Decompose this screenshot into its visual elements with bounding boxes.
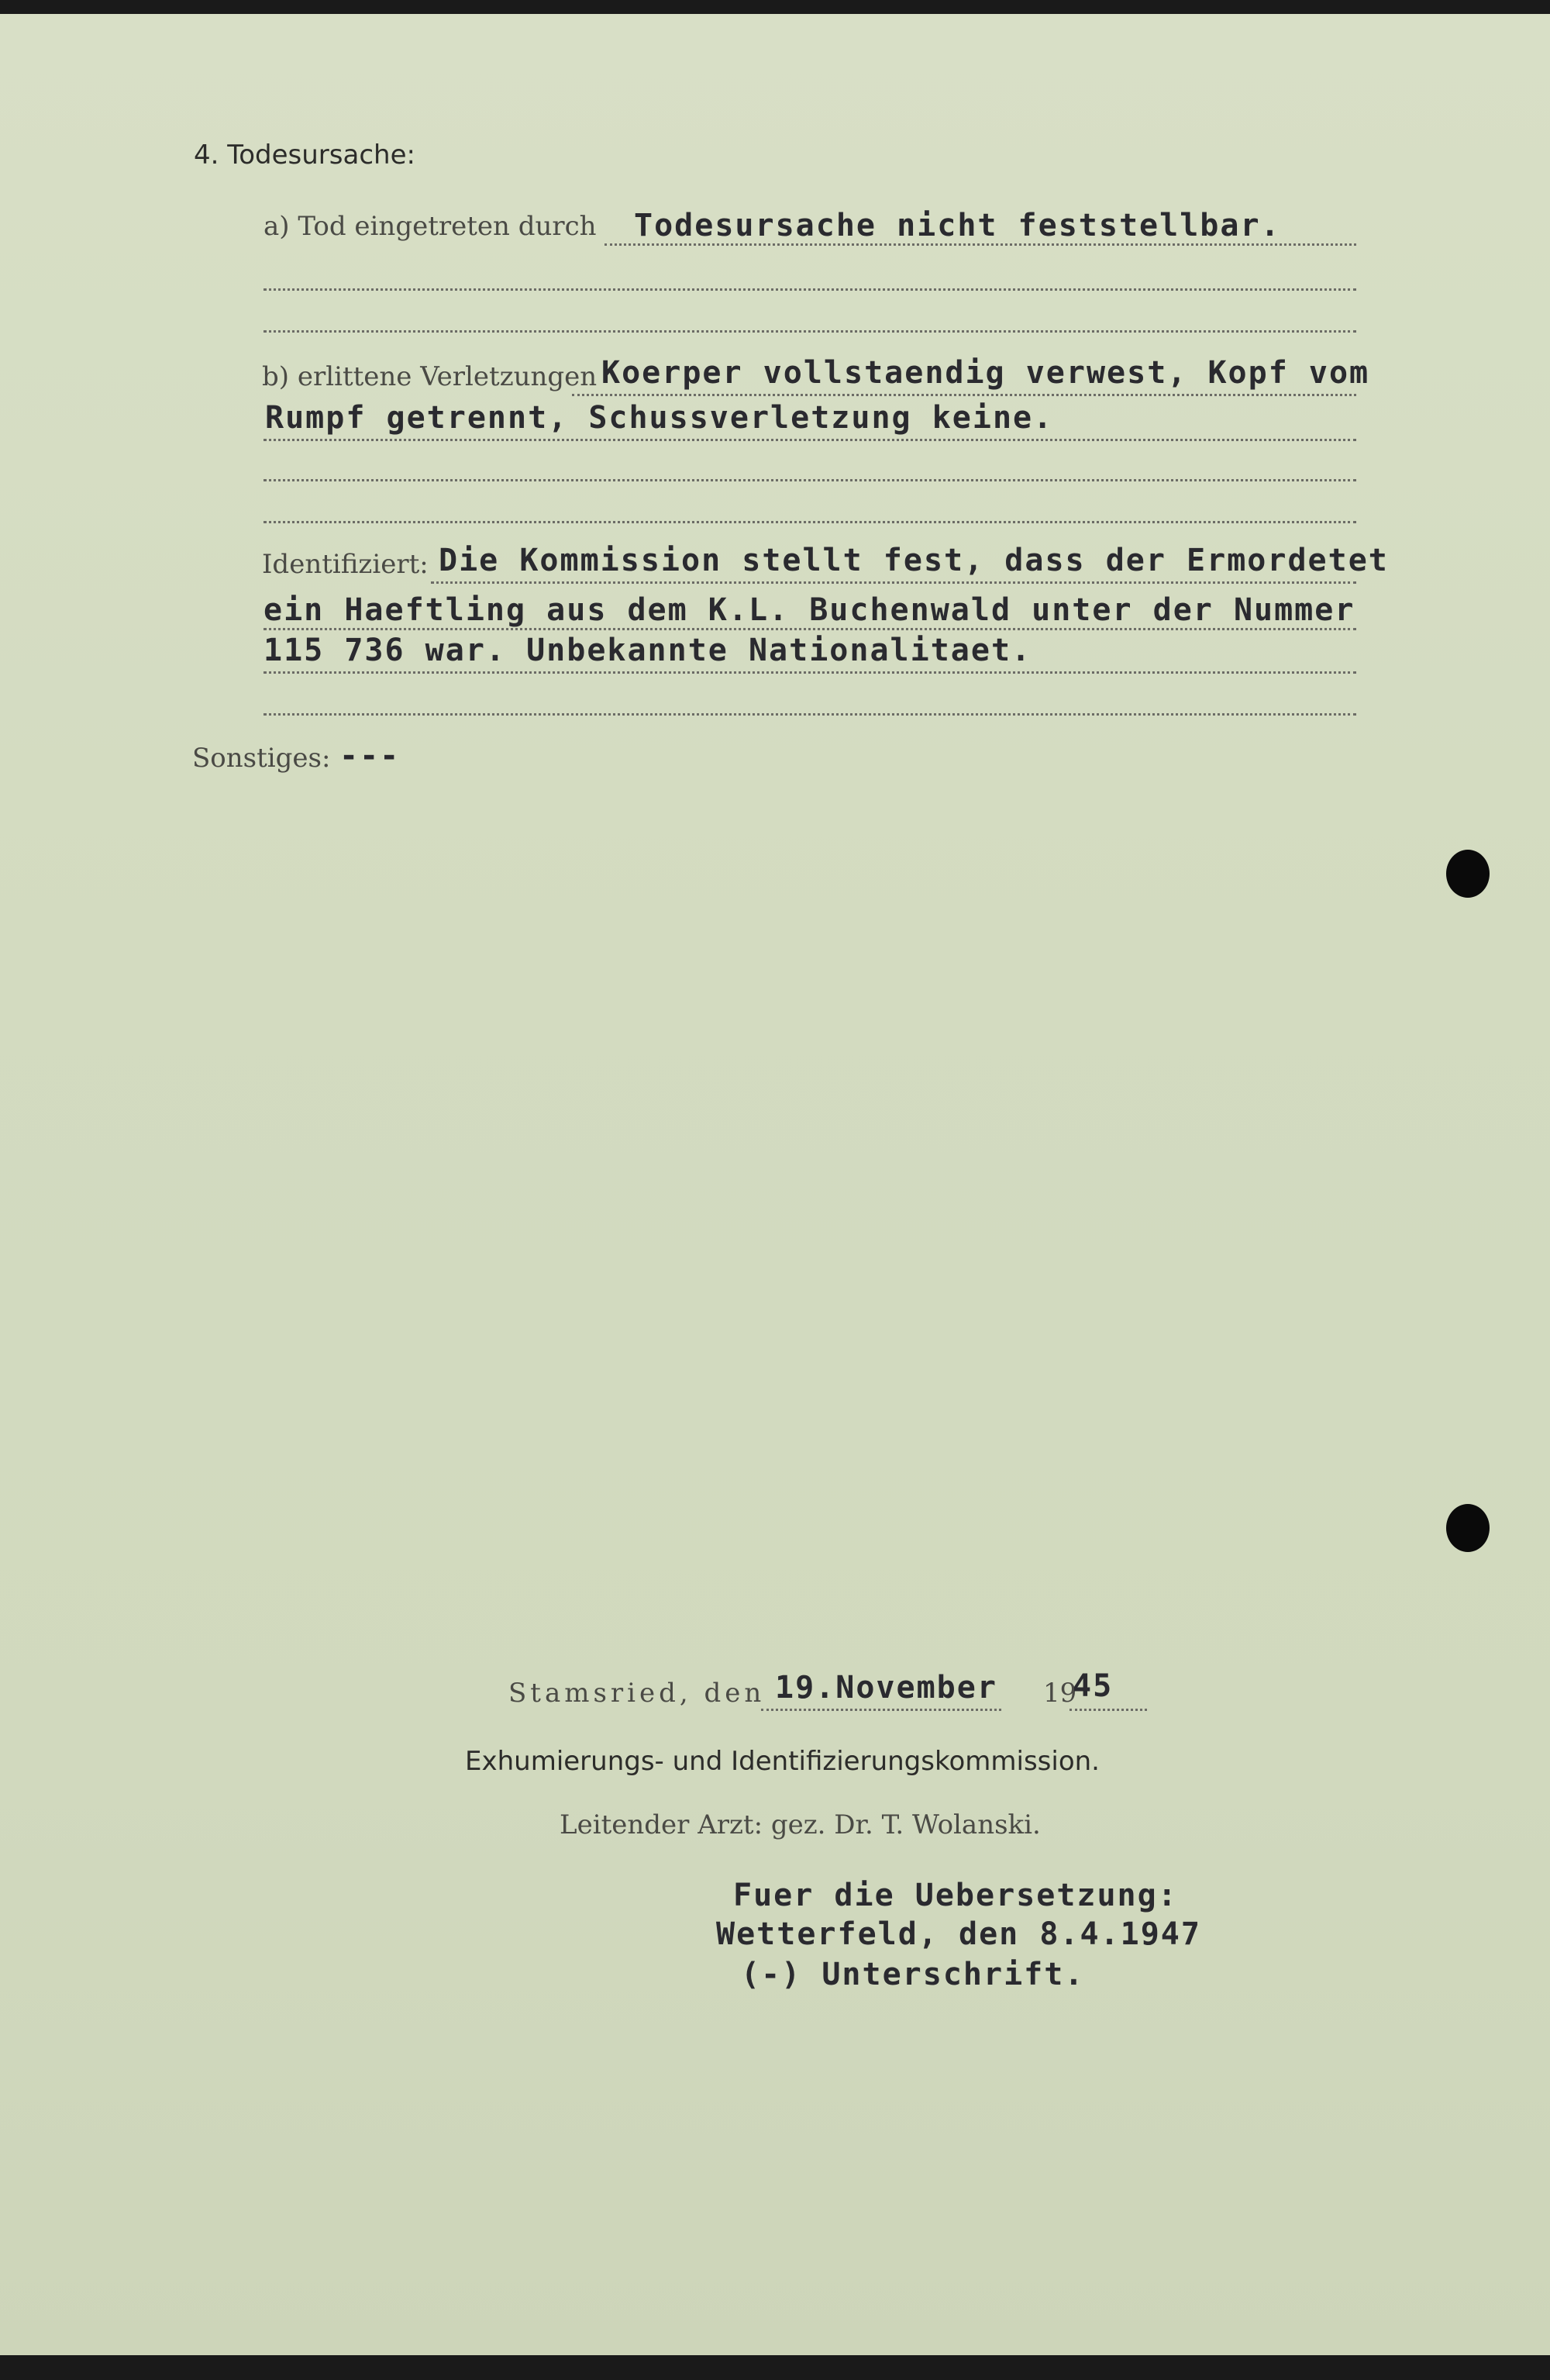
year-value: 45 xyxy=(1073,1668,1114,1704)
other-value: --- xyxy=(339,738,401,774)
identified-line-1: Die Kommission stellt fest, dass der Ermordetet xyxy=(439,543,1389,578)
year-rule xyxy=(1070,1709,1147,1711)
punch-hole-lower xyxy=(1446,1504,1490,1552)
lead-doctor: Leitender Arzt: gez. Dr. T. Wolanski. xyxy=(560,1809,1041,1840)
blank-rule-3 xyxy=(264,479,1356,481)
cause-label: a) Tod eingetreten durch xyxy=(264,211,597,242)
document-page xyxy=(0,14,1550,2355)
translation-line-3: (-) Unterschrift. xyxy=(741,1957,1085,1992)
blank-rule-2 xyxy=(264,330,1356,333)
other-label: Sonstiges: xyxy=(192,743,331,774)
identified-line-3: 115 736 war. Unbekannte Nationalitaet. xyxy=(264,633,1032,668)
translation-line-2: Wetterfeld, den 8.4.1947 xyxy=(716,1916,1201,1952)
translation-line-1: Fuer die Uebersetzung: xyxy=(733,1878,1178,1913)
year-prefix: 19 xyxy=(1043,1678,1077,1709)
punch-hole-upper xyxy=(1446,850,1490,898)
blank-rule-1 xyxy=(264,288,1356,291)
identified-rule-2 xyxy=(264,628,1356,630)
place-label: Stamsried, den xyxy=(508,1678,766,1709)
blank-rule-4 xyxy=(264,521,1356,523)
injuries-line-2: Rumpf getrennt, Schussverletzung keine. xyxy=(265,400,1054,436)
identified-rule-1 xyxy=(431,581,1356,584)
section-heading: 4. Todesursache: xyxy=(194,140,415,171)
identified-line-2: ein Haeftling aus dem K.L. Buchenwald unter der Nummer xyxy=(264,592,1355,628)
identified-label: Identifiziert: xyxy=(262,549,429,580)
cause-rule xyxy=(604,243,1356,246)
injuries-rule-1 xyxy=(572,394,1356,396)
scan-border-bottom xyxy=(0,2355,1550,2380)
identified-rule-3 xyxy=(264,671,1356,674)
date-value: 19.November xyxy=(775,1670,997,1706)
injuries-line-1: Koerper vollstaendig verwest, Kopf vom xyxy=(601,355,1370,391)
injuries-label: b) erlittene Verletzungen xyxy=(262,361,598,392)
date-rule xyxy=(761,1709,1001,1711)
commission-name: Exhumierungs- und Identifizierungskommission. xyxy=(465,1746,1100,1777)
cause-value: Todesursache nicht feststellbar. xyxy=(634,208,1281,243)
blank-rule-5 xyxy=(264,713,1356,716)
injuries-rule-2 xyxy=(264,439,1356,441)
